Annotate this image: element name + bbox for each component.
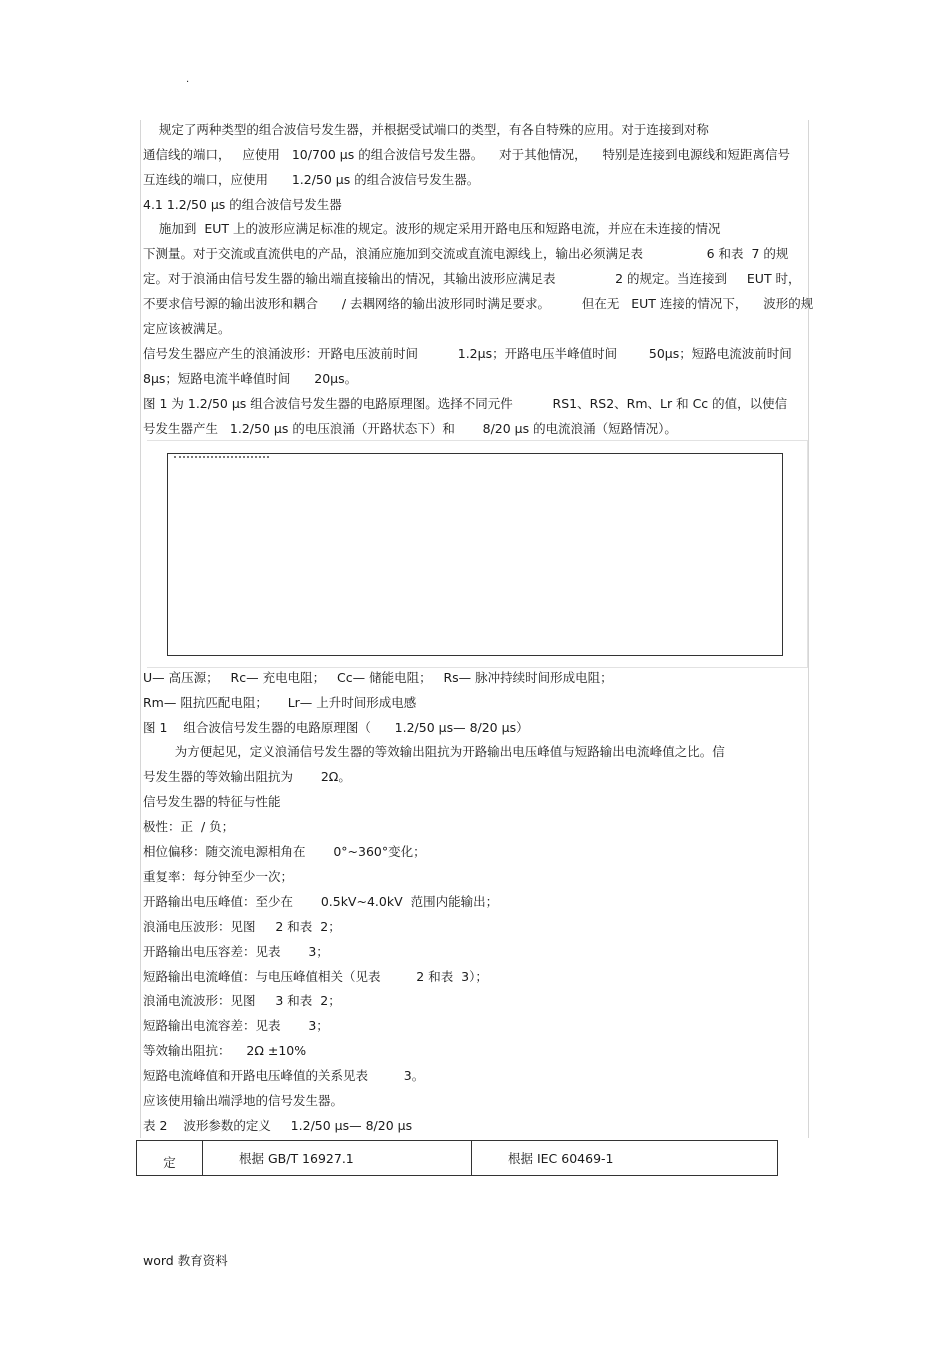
spec-line: 开路输出电压峰值：至少在 0.5kV~4.0kV 范围内能输出； xyxy=(143,894,499,909)
parameter-table xyxy=(136,1140,778,1176)
text-line: 号发生器产生 1.2/50 μs 的电压浪涌（开路状态下）和 8/20 μs 的电流浪涌（短路情况）。 xyxy=(143,421,677,436)
spec-line: 短路输出电流容差：见表 3； xyxy=(143,1018,329,1033)
table-cell-iec: 根据 IEC 60469-1 xyxy=(472,1141,778,1176)
text-line: 信号发生器应产生的浪涌波形：开路电压波前时间 1.2μs；开路电压半峰值时间 50μs；短路电流波前时间 xyxy=(143,346,792,361)
spec-line: 应该使用输出端浮地的信号发生器。 xyxy=(143,1093,344,1108)
legend-line: Rm— 阻抗匹配电阻； Lr— 上升时间形成电感 xyxy=(143,695,417,710)
legend-line: U— 高压源； Rc— 充电电阻； Cc— 储能电阻； Rs— 脉冲持续时间形成电阻； xyxy=(143,670,613,685)
spec-line: 重复率：每分钟至少一次； xyxy=(143,869,294,884)
spec-line: 短路电流峰值和开路电压峰值的关系见表 3。 xyxy=(143,1068,425,1083)
circuit-figure-placeholder xyxy=(167,453,783,656)
spec-line: 浪涌电流波形：见图 3 和表 2； xyxy=(143,993,341,1008)
text-line: 不要求信号源的输出波形和耦合 / 去耦网络的输出波形同时满足要求。 但在无 EUT 连接的情况下， 波形的规 xyxy=(143,296,814,311)
text-line: 号发生器的等效输出阻抗为 2Ω。 xyxy=(143,769,351,784)
header-dot: . xyxy=(186,74,190,85)
text-line: 8μs；短路电流半峰值时间 20μs。 xyxy=(143,371,358,386)
text-line: 通信线的端口， 应使用 10/700 μs 的组合波信号发生器。 对于其他情况， 特别是连接到电源线和短距离信号 xyxy=(143,147,791,162)
text-line: 图 1 为 1.2/50 μs 组合波信号发生器的电路原理图。选择不同元件 RS1、RS2、Rm、Lr 和 Cc 的值，以使信 xyxy=(143,396,788,411)
text-line: 互连线的端口，应使用 1.2/50 μs 的组合波信号发生器。 xyxy=(143,172,480,187)
spec-line: 相位偏移：随交流电源相角在 0°~360°变化； xyxy=(143,844,426,859)
text-line: 为方便起见，定义浪涌信号发生器的等效输出阻抗为开路输出电压峰值与短路输出电流峰值之比。信 xyxy=(143,744,725,759)
table-cell-gbt: 根据 GB/T 16927.1 xyxy=(203,1141,472,1176)
text-line: 规定了两种类型的组合波信号发生器，并根据受试端口的类型，有各自特殊的应用。对于连接到对称 xyxy=(143,122,709,137)
footer-text: word 教育资料 xyxy=(143,1253,228,1268)
text-line: 下测量。对于交流或直流供电的产品，浪涌应施加到交流或直流电源线上，输出必须满足表 6 和表 7 的规 xyxy=(143,246,789,261)
text-line: 信号发生器的特征与性能 xyxy=(143,794,281,809)
section-heading: 4.1 1.2/50 μs 的组合波信号发生器 xyxy=(143,197,342,212)
table-caption: 表 2 波形参数的定义 1.2/50 μs— 8/20 μs xyxy=(143,1118,413,1133)
spec-line: 等效输出阻抗： 2Ω ±10% xyxy=(143,1043,307,1058)
table-cell-definition: 定 xyxy=(137,1141,203,1176)
table-row xyxy=(137,1141,778,1176)
spec-line: 浪涌电压波形：见图 2 和表 2； xyxy=(143,919,341,934)
spec-line: 短路输出电流峰值：与电压峰值相关（见表 2 和表 3）； xyxy=(143,969,488,984)
text-line: 施加到 EUT 上的波形应满足标准的规定。波形的规定采用开路电压和短路电流，并应在未连接的情况 xyxy=(143,221,721,236)
spec-line: 开路输出电压容差：见表 3； xyxy=(143,944,329,959)
figure-caption: 图 1 组合波信号发生器的电路原理图（ 1.2/50 μs— 8/20 μs） xyxy=(143,720,529,735)
spec-line: 极性：正 / 负； xyxy=(143,819,235,834)
text-line: 定应该被满足。 xyxy=(143,321,231,336)
text-line: 定。对于浪涌由信号发生器的输出端直接输出的情况，其输出波形应满足表 2 的规定。当连接到 EUT 时， xyxy=(143,271,801,286)
figure-tiny-text xyxy=(174,456,269,461)
